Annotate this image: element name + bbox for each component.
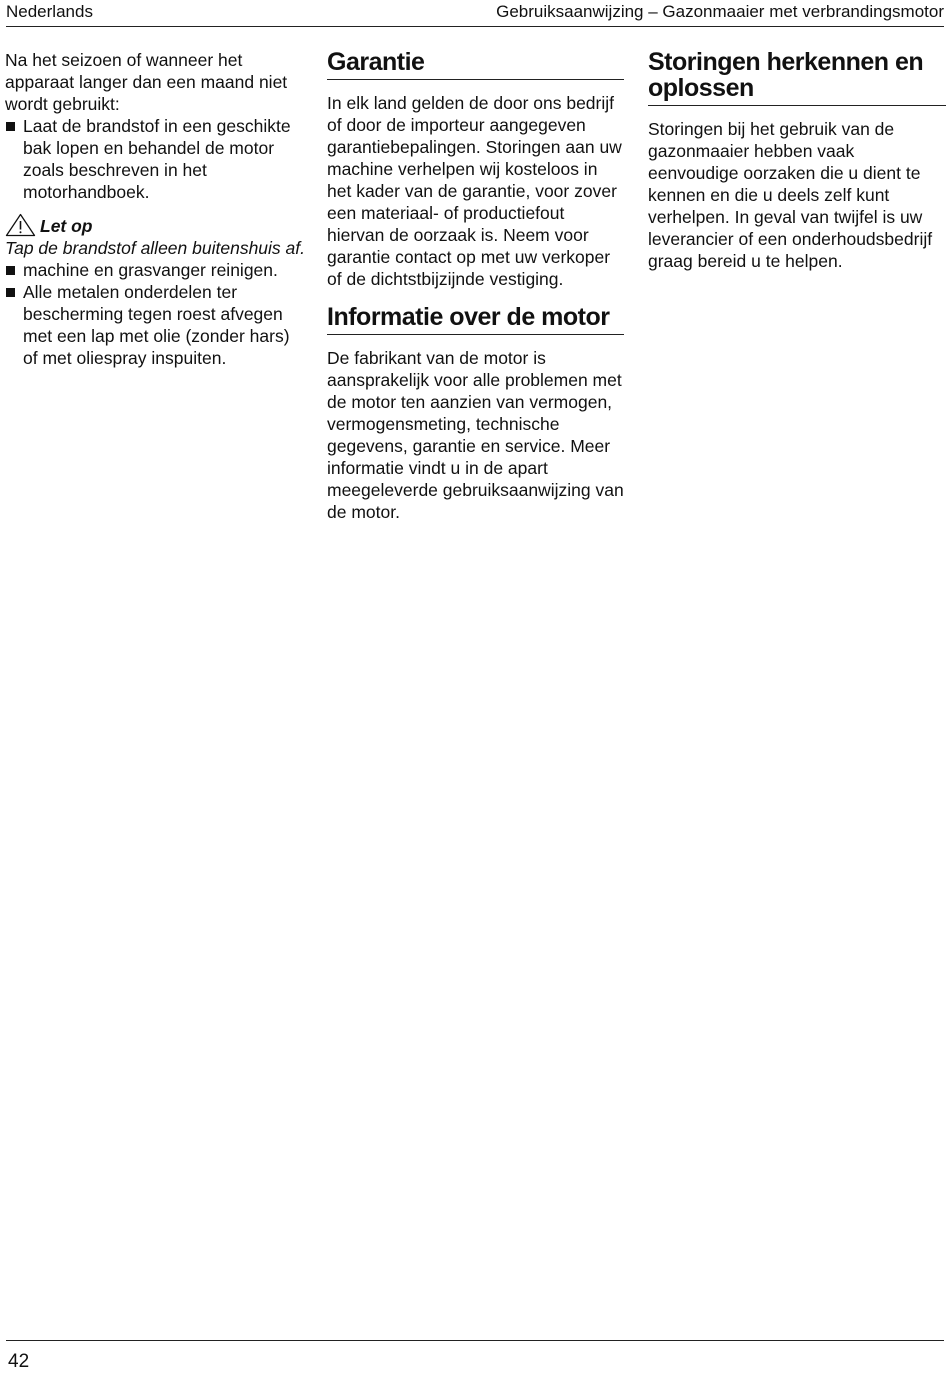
bullet-square-icon [6, 266, 15, 275]
engine-info-text: De fabrikant van de motor is aansprakelijk voor alle problemen met de motor ten aanzien van vermogen, vermogensmeting, technische gegevens, garantie en service. Meer informatie vindt u in de apart meegeleverde gebruiksaanwijzing van de motor. [327, 348, 624, 522]
storage-intro: Na het seizoen of wanneer het apparaat langer dan een maand niet wordt gebruikt: [5, 50, 288, 114]
warning-note [5, 215, 305, 259]
list-item-text: machine en grasvanger reinigen. [23, 260, 278, 280]
page-number: 42 [8, 1351, 30, 1372]
page-header [6, 0, 944, 27]
storage-list-2 [5, 259, 305, 369]
bullet-square-icon [6, 288, 15, 297]
list-item-text: Alle metalen onderdelen ter bescherming tegen roest afvegen met een lap met olie (zonder hars) of met oliespray inspuiten. [23, 282, 290, 368]
column-storage [5, 49, 305, 369]
warranty-heading: Garantie [327, 49, 624, 80]
warning-note-header [5, 215, 305, 237]
list-item [5, 115, 305, 203]
list-item [5, 259, 305, 281]
list-item-text: Laat de brandstof in een geschikte bak lopen en behandel de motor zoals beschreven in het motorhandboek. [23, 116, 291, 202]
column-warranty-engine [327, 49, 624, 523]
page-footer [6, 1340, 944, 1372]
storage-list-1 [5, 115, 305, 203]
header-language: Nederlands [6, 2, 93, 21]
warning-triangle-icon [5, 213, 36, 237]
troubleshooting-heading: Storingen herkennen en oplossen [648, 49, 946, 106]
bullet-square-icon [6, 122, 15, 131]
warning-note-title: Let op [40, 216, 93, 236]
header-title: Gebruiksaanwijzing – Gazonmaaier met verbrandingsmotor [496, 2, 944, 21]
list-item [5, 281, 305, 369]
warranty-text: In elk land gelden de door ons bedrijf of door de importeur aangegeven garantiebepalingen. Storingen aan uw machine verhelpen wij kosteloos in het kader van de garantie, voor zover een materiaal- of productiefout hiervan de oorzaak is. Neem voor garantie contact op met uw verkoper of de dichtstbijzijnde vestiging. [327, 93, 622, 289]
warning-note-text: Tap de brandstof alleen buitenshuis af. [5, 238, 305, 258]
troubleshooting-text: Storingen bij het gebruik van de gazonmaaier hebben vaak eenvoudige oorzaken die u dient te kennen en die u deels zelf kunt verhelpen. In geval van twijfel is uw leverancier of een onderhoudsbedrijf graag bereid u te helpen. [648, 119, 933, 271]
column-troubleshooting [648, 49, 946, 272]
engine-info-heading: Informatie over de motor [327, 304, 624, 335]
